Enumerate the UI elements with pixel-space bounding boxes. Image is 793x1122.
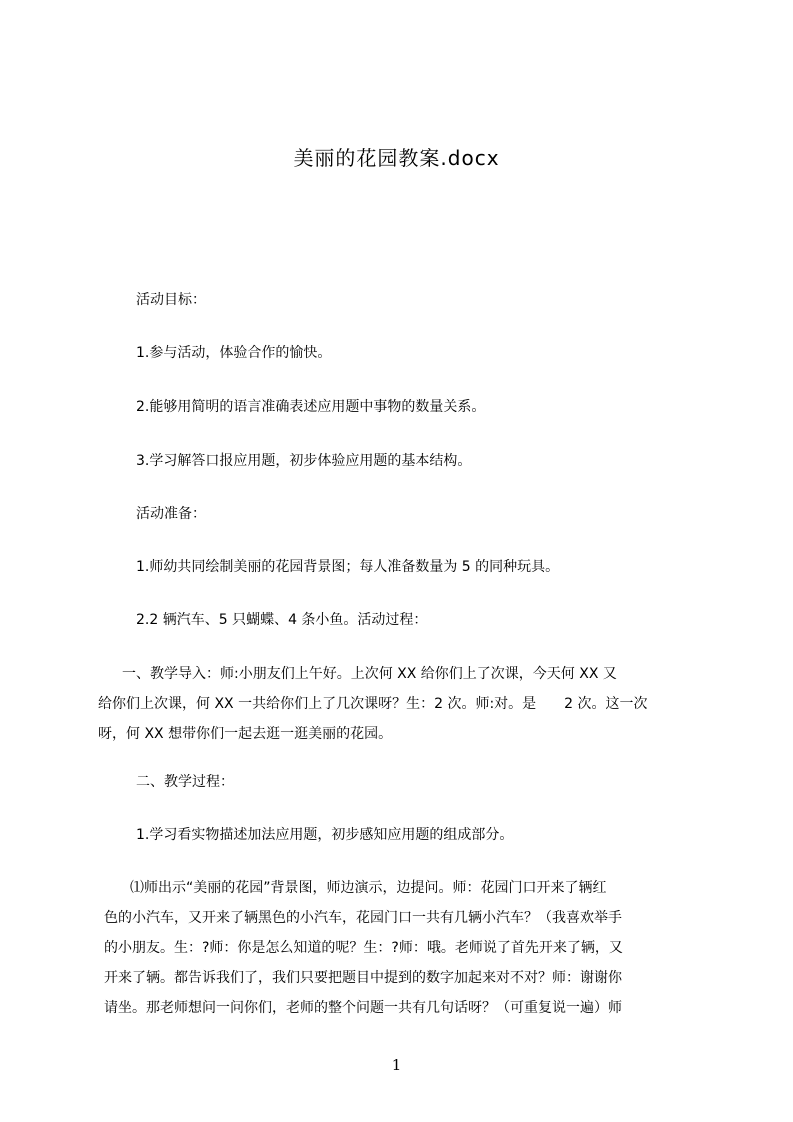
paragraph-goal-2: 2.能够用简明的语言准确表述应用题中事物的数量关系。 [136, 399, 486, 415]
paragraph-goal-3: 3.学习解答口报应用题，初步体验应用题的基本结构。 [136, 453, 472, 469]
paragraph-activity-prep: 活动准备： [136, 506, 206, 522]
paragraph-intro [98, 659, 700, 749]
body-line: 请坐。那老师想问一问你们，老师的整个问题一共有几句话呀？（可重复说一遍）师 [104, 1000, 622, 1016]
paragraph-prep-1: 1.师幼共同绘制美丽的花园背景图；每人准备数量为 5 的同种玩具。 [136, 559, 560, 575]
body-line: 开来了辆。都告诉我们了，我们只要把题目中提到的数字加起来对不对？师：谢谢你 [104, 970, 622, 986]
intro-line: 一、教学导入：师:小朋友们上午好。上次何 XX 给你们上了次课，今天何 XX 又 [122, 666, 617, 682]
paragraph-process-1: 1.学习看实物描述加法应用题，初步感知应用题的组成部分。 [136, 827, 514, 843]
document-title: 美丽的花园教案.docx [293, 146, 500, 170]
paragraph-process-detail [104, 873, 714, 1023]
intro-line: 给你们上次课，何 XX 一共给你们上了几次课呀？生：2 次。师:对。是 2 次。这一次 [98, 696, 648, 712]
intro-line: 呀，何 XX 想带你们一起去逛一逛美丽的花园。 [98, 726, 393, 742]
paragraph-activity-goals: 活动目标： [136, 292, 206, 308]
body-line: ⑴师出示“美丽的花园”背景图，师边演示，边提问。师：花园门口开来了辆红 [130, 880, 607, 896]
paragraph-prep-2: 2.2 辆汽车、5 只蝴蝶、4 条小鱼。活动过程： [136, 612, 428, 628]
body-line: 色的小汽车，又开来了辆黑色的小汽车，花园门口一共有几辆小汽车？（我喜欢举手 [104, 910, 622, 926]
paragraph-goal-1: 1.参与活动，体验合作的愉快。 [136, 345, 332, 361]
page-number: 1 [391, 1056, 402, 1074]
body-line: 的小朋友。生：?师：你是怎么知道的呢？生：?师：哦。老师说了首先开来了辆，又 [104, 940, 623, 956]
section-heading-teaching-process: 二、教学过程： [136, 774, 234, 790]
